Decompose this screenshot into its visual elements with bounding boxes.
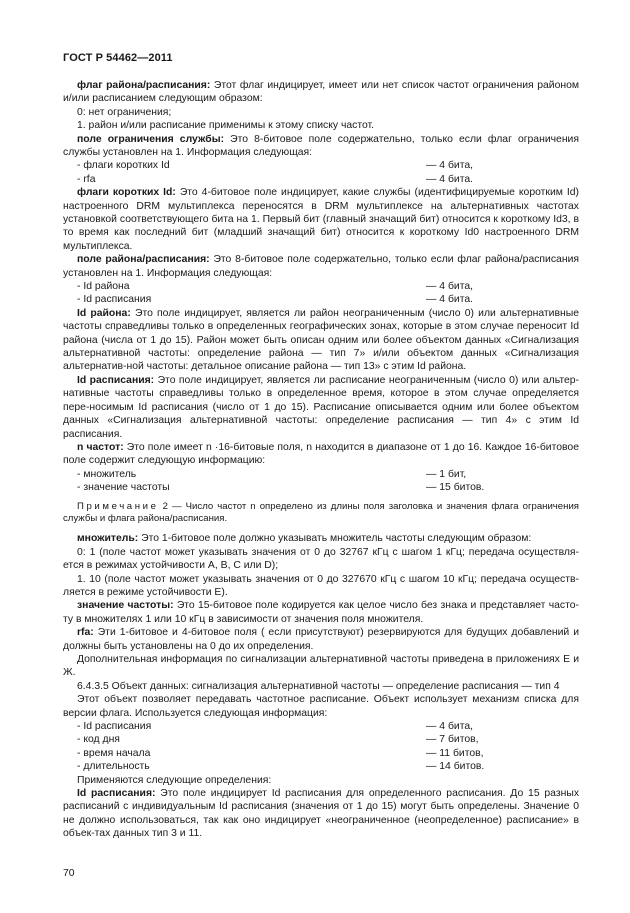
term: Id расписания:	[77, 374, 155, 386]
field-name: - Id района	[77, 281, 130, 293]
field-row	[63, 159, 579, 172]
list-line: 0: нет ограничения;	[77, 106, 172, 118]
field-row	[63, 720, 579, 733]
field-row	[63, 481, 579, 494]
term: Id расписания:	[77, 787, 156, 799]
field-size: — 4 бита,	[426, 721, 474, 732]
definition-text: Это поле индицирует Id расписания для определенного расписания. До 15 разных расписаний с индивидуальным Id расписания (значения от 1 до 15) могут быть определены. Значение 0 не должно использоваться, так как оно индицирует «неограниченное (неопределенное) расписание» в объек-тах данных тип 3 и 11.	[63, 787, 580, 840]
term: поле района/расписания:	[77, 254, 210, 266]
paragraph	[63, 374, 579, 441]
field-size: — 7 битов,	[426, 734, 479, 746]
field-name: - код дня	[77, 734, 120, 746]
paragraph	[63, 79, 579, 106]
field-size: — 4 бита.	[426, 173, 474, 185]
paragraph: Дополнительная информация по сигнализации альтернативной частоты приведена в приложениях Е и Ж.	[63, 653, 579, 679]
term: значение частоты:	[77, 600, 174, 612]
field-name: - Id расписания	[77, 294, 152, 306]
note	[63, 501, 579, 526]
document-body	[63, 79, 579, 841]
term: Id района:	[77, 307, 131, 319]
field-name: - время начала	[77, 747, 151, 759]
definition-text: Это 8-битовое поле содержательно, только если флаг района/расписания установлен на 1. Информация следующая:	[63, 254, 579, 279]
term: множитель:	[77, 533, 139, 545]
section-heading: 6.4.3.5 Объект данных: сигнализация альтернативной частоты — определение расписания — тип 4	[77, 680, 560, 692]
field-name: - Id расписания	[77, 721, 152, 732]
term: флаги коротких Id:	[77, 187, 176, 199]
field-size: — 15 битов.	[426, 482, 485, 494]
field-row	[63, 293, 579, 306]
field-row	[63, 468, 579, 481]
term: флаг района/расписания:	[77, 80, 211, 91]
definition-text: Это 8-битовое поле содержательно, только если флаг ограничения службы установлен на 1. Информация следующая:	[63, 133, 579, 159]
paragraph	[63, 253, 579, 280]
paragraph	[63, 532, 579, 545]
paragraph: Этот объект позволяет передавать частотное расписание. Объект использует механизм списка для версии флага. Используется следующая информация:	[63, 694, 579, 719]
field-size: — 4 бита,	[426, 281, 474, 293]
field-row	[63, 747, 579, 760]
page-number: 70	[63, 868, 75, 879]
note-text: 2 — Число частот n определено из длины поля заголовка и значения флага ограничения службы и флага района/расписания.	[63, 500, 579, 524]
term: n частот:	[77, 441, 124, 453]
field-name: - значение частоты	[77, 482, 170, 494]
definition-text: Это поле индицирует, является ли расписание неограниченным (число 0) или альтер-нативные частоты справедливы только в определенное время, которое в этом случае определяется пере-носимым Id расписания (число от 1 до 15). Расписание описывается одним или более объектом данных «Сигнализация альтернативной частоты: определение расписания — тип 4» с этим Id расписания.	[63, 374, 580, 440]
definition-text: Эти 1-битовое и 4-битовое поля ( если присутствуют) резервируются для будущих добавлений и должны быть установлены на 0 до их определения.	[63, 627, 579, 652]
paragraph	[63, 626, 579, 653]
paragraph: Применяются следующие определения:	[77, 774, 272, 786]
term: rfa:	[77, 627, 94, 639]
term: поле ограничения службы:	[77, 133, 225, 145]
field-row	[63, 760, 579, 773]
definition-text: Этот флаг индицирует, имеет или нет список частот ограничения районом и/или расписанием следующим образом:	[63, 80, 580, 105]
field-row	[63, 173, 579, 186]
paragraph	[63, 133, 579, 160]
list-line: 1. район и/или расписание применимы к этому списку частот.	[77, 120, 375, 132]
definition-text: Это 4-битовое поле индицирует, какие службы (идентифицируемые коротким Id) настроенного DRM мультиплекса переносятся в DRM мультиплексе на альтернативных частотах установкой соответствующего бита на 1. Первый бит (главный значащий бит) относится к короткому Id3, в то время как последний бит (младший значащий бит) относится к короткому Id0 настроенного DRM мультиплекса.	[63, 187, 579, 252]
paragraph	[63, 186, 579, 253]
definition-text: Это поле индицирует, является ли район неограниченным (число 0) или альтернативные частоты справедливы только в определенных географических зонах, которые в этом случае переносит Id района (числа от 1 до 15). Район может быть описан одним или более объектом данных «Сигнализация альтернативной частоты: определение района — тип 7» и/или объектом данных «Сигнализация альтернатив-ной частоты: детальное описание района — тип 13» с этим Id района.	[63, 307, 579, 373]
paragraph	[63, 787, 579, 841]
field-name: - множитель	[77, 468, 137, 480]
definition-text: Это поле имеет n ·16-битовые поля, n находится в диапазоне от 1 до 16. Каждое 16-битовое поле содержит следующую информацию:	[63, 441, 579, 467]
paragraph	[63, 441, 579, 468]
field-size: — 4 бита.	[426, 294, 474, 306]
paragraph: 1. 10 (поле частот может указывать значения от 0 до 327670 кГц с шагом 10 кГц; передача осуществ-ляется в режиме устойчивости Е).	[63, 573, 579, 598]
field-name: - длительность	[77, 761, 150, 773]
field-size: — 1 бит,	[426, 468, 467, 480]
note-label: Примечание	[77, 500, 159, 512]
definition-text: Это 1-битовое поле должно указывать множитель частоты следующим образом:	[138, 533, 532, 545]
field-name: - флаги коротких Id	[77, 160, 170, 172]
paragraph	[63, 307, 579, 374]
definition-text: Это 15-битовое поле кодируется как целое число без знака и представляет часто-ту в множителях 1 или 10 кГц в зависимости от значения поля множителя.	[63, 600, 579, 625]
field-size: — 4 бита,	[426, 160, 474, 172]
field-row	[63, 733, 579, 746]
paragraph	[63, 599, 579, 626]
field-name: - rfa	[77, 173, 96, 185]
field-size: — 14 битов.	[426, 761, 485, 773]
paragraph: 0: 1 (поле частот может указывать значения от 0 до 32767 кГц с шагом 1 кГц; передача осуществля-ется в режимах устойчивости А, В, С или D);	[63, 546, 579, 572]
document-header: ГОСТ Р 54462—2011	[63, 52, 173, 64]
field-row	[63, 280, 579, 293]
field-size: — 11 битов,	[426, 747, 484, 759]
